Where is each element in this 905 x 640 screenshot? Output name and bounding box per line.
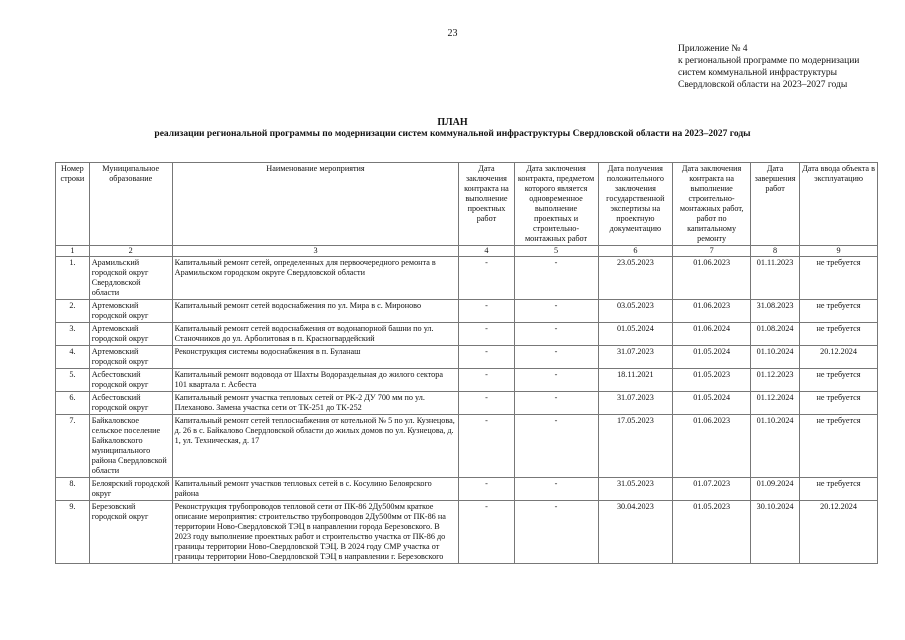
row-number-cell: 4. — [56, 346, 90, 369]
combined-contract-date-cell: - — [514, 501, 598, 564]
municipality-cell: Белоярский городской округ — [89, 478, 172, 501]
design-contract-date-cell: - — [459, 323, 514, 346]
construction-contract-date-cell: 01.05.2023 — [673, 369, 751, 392]
completion-date-cell: 01.12.2024 — [751, 392, 800, 415]
completion-date-cell: 30.10.2024 — [751, 501, 800, 564]
completion-date-cell: 01.10.2024 — [751, 346, 800, 369]
column-header: Дата завершения работ — [751, 163, 800, 246]
combined-contract-date-cell: - — [514, 369, 598, 392]
municipality-cell: Байкаловское сельское поселение Байкаловского муниципального района Свердловской области — [89, 415, 172, 478]
completion-date-cell: 01.12.2023 — [751, 369, 800, 392]
expertise-date-cell: 30.04.2023 — [598, 501, 673, 564]
appendix-line: Свердловской области на 2023–2027 годы — [678, 80, 848, 90]
expertise-date-cell: 18.11.2021 — [598, 369, 673, 392]
completion-date-cell: 01.10.2024 — [751, 415, 800, 478]
construction-contract-date-cell: 01.06.2024 — [673, 323, 751, 346]
expertise-date-cell: 31.07.2023 — [598, 392, 673, 415]
column-header: Наименование мероприятия — [172, 163, 459, 246]
table-row — [56, 369, 878, 392]
activity-name-cell: Капитальный ремонт сетей теплоснабжения от котельной № 5 по ул. Кузнецова, д. 26 в с. Байкалово Свердловской области до жилых домов по ул. Кузнецова, д. 1, ул. Техническая, д. 17 — [172, 415, 459, 478]
expertise-date-cell: 31.05.2023 — [598, 478, 673, 501]
construction-contract-date-cell: 01.05.2024 — [673, 392, 751, 415]
design-contract-date-cell: - — [459, 346, 514, 369]
expertise-date-cell: 17.05.2023 — [598, 415, 673, 478]
column-header: Дата получения положительного заключения государственной экспертизы на проектную документацию — [598, 163, 673, 246]
construction-contract-date-cell: 01.06.2023 — [673, 300, 751, 323]
construction-contract-date-cell: 01.07.2023 — [673, 478, 751, 501]
design-contract-date-cell: - — [459, 392, 514, 415]
municipality-cell: Асбестовский городской округ — [89, 369, 172, 392]
commissioning-date-cell: не требуется — [800, 415, 878, 478]
page-number: 23 — [447, 28, 458, 39]
municipality-cell: Артемовский городской округ — [89, 323, 172, 346]
appendix-line: систем коммунальной инфраструктуры — [678, 68, 838, 78]
row-number-cell: 9. — [56, 501, 90, 564]
construction-contract-date-cell: 01.05.2024 — [673, 346, 751, 369]
commissioning-date-cell: 20.12.2024 — [800, 346, 878, 369]
column-number: 2 — [89, 246, 172, 257]
plan-subtitle: реализации региональной программы по модернизации систем коммунальной инфраструктуры Свердловской области на 2023–2027 годы — [154, 129, 751, 139]
combined-contract-date-cell: - — [514, 323, 598, 346]
activity-name-cell: Капитальный ремонт сетей водоснабжения от водонапорной башни по ул. Станочников до ул. Арболитовая в п. Красногвардейский — [172, 323, 459, 346]
row-number-cell: 7. — [56, 415, 90, 478]
expertise-date-cell: 01.05.2024 — [598, 323, 673, 346]
table-row — [56, 300, 878, 323]
row-number-cell: 6. — [56, 392, 90, 415]
appendix-line: Приложение № 4 — [678, 44, 748, 54]
municipality-cell: Артемовский городской округ — [89, 300, 172, 323]
expertise-date-cell: 31.07.2023 — [598, 346, 673, 369]
column-header: Дата заключения контракта на выполнение строительно-монтажных работ, работ по капитальному ремонту — [673, 163, 751, 246]
activity-name-cell: Капитальный ремонт сетей водоснабжения по ул. Мира в с. Мироново — [172, 300, 459, 323]
completion-date-cell: 01.08.2024 — [751, 323, 800, 346]
commissioning-date-cell: 20.12.2024 — [800, 501, 878, 564]
construction-contract-date-cell: 01.06.2023 — [673, 257, 751, 300]
table-row — [56, 323, 878, 346]
plan-table — [55, 162, 878, 564]
column-number: 6 — [598, 246, 673, 257]
combined-contract-date-cell: - — [514, 346, 598, 369]
commissioning-date-cell: не требуется — [800, 257, 878, 300]
activity-name-cell: Капитальный ремонт водовода от Шахты Водораздельная до жилого сектора 101 квартала г. Асбеста — [172, 369, 459, 392]
table-row — [56, 415, 878, 478]
column-number: 4 — [459, 246, 514, 257]
column-header: Номер строки — [56, 163, 90, 246]
row-number-cell: 3. — [56, 323, 90, 346]
combined-contract-date-cell: - — [514, 300, 598, 323]
column-number: 1 — [56, 246, 90, 257]
column-header: Дата ввода объекта в эксплуатацию — [800, 163, 878, 246]
table-row — [56, 478, 878, 501]
column-header: Муниципальное образование — [89, 163, 172, 246]
column-number: 7 — [673, 246, 751, 257]
row-number-cell: 2. — [56, 300, 90, 323]
table-row — [56, 392, 878, 415]
expertise-date-cell: 23.05.2023 — [598, 257, 673, 300]
row-number-cell: 8. — [56, 478, 90, 501]
table-row — [56, 346, 878, 369]
column-header: Дата заключения контракта, предметом которого является одновременное выполнение проектных и строительно-монтажных работ — [514, 163, 598, 246]
expertise-date-cell: 03.05.2023 — [598, 300, 673, 323]
column-number: 9 — [800, 246, 878, 257]
column-number: 5 — [514, 246, 598, 257]
commissioning-date-cell: не требуется — [800, 478, 878, 501]
commissioning-date-cell: не требуется — [800, 392, 878, 415]
completion-date-cell: 01.11.2023 — [751, 257, 800, 300]
column-number: 8 — [751, 246, 800, 257]
construction-contract-date-cell: 01.05.2023 — [673, 501, 751, 564]
municipality-cell: Арамильский городской округ Свердловской области — [89, 257, 172, 300]
appendix-line: к региональной программе по модернизации — [678, 56, 860, 66]
appendix-caption — [678, 43, 859, 91]
commissioning-date-cell: не требуется — [800, 369, 878, 392]
municipality-cell: Березовский городской округ — [89, 501, 172, 564]
column-number-row — [56, 246, 878, 257]
activity-name-cell: Реконструкция трубопроводов тепловой сети от ПК-86 2Ду500мм краткое описание мероприятия: строительство трубопроводов 2Ду500мм от ПК-86 на территории Ново-Свердловской ТЭЦ в направлении города Березовского. В 2023 году выполнение проектных работ и строительство участка от ПК-86 до границы территории Ново-Свердловской ТЭЦ. В 2024 году СМР участка от границы территории Ново-Свердловской ТЭЦ в направлении г. Березовского — [172, 501, 459, 564]
activity-name-cell: Капитальный ремонт участка тепловых сетей от РК-2 ДУ 700 мм по ул. Плеханово. Замена участка сети от ТК-251 до ТК-252 — [172, 392, 459, 415]
design-contract-date-cell: - — [459, 415, 514, 478]
activity-name-cell: Капитальный ремонт сетей, определенных для первоочередного ремонта в Арамильском городском округе Свердловской области — [172, 257, 459, 300]
row-number-cell: 1. — [56, 257, 90, 300]
design-contract-date-cell: - — [459, 257, 514, 300]
municipality-cell: Артемовский городской округ — [89, 346, 172, 369]
combined-contract-date-cell: - — [514, 415, 598, 478]
combined-contract-date-cell: - — [514, 257, 598, 300]
completion-date-cell: 01.09.2024 — [751, 478, 800, 501]
design-contract-date-cell: - — [459, 369, 514, 392]
municipality-cell: Асбестовский городской округ — [89, 392, 172, 415]
column-number: 3 — [172, 246, 459, 257]
commissioning-date-cell: не требуется — [800, 323, 878, 346]
combined-contract-date-cell: - — [514, 478, 598, 501]
design-contract-date-cell: - — [459, 300, 514, 323]
table-row — [56, 501, 878, 564]
row-number-cell: 5. — [56, 369, 90, 392]
column-header: Дата заключения контракта на выполнение проектных работ — [459, 163, 514, 246]
activity-name-cell: Реконструкция системы водоснабжения в п. Буланаш — [172, 346, 459, 369]
combined-contract-date-cell: - — [514, 392, 598, 415]
commissioning-date-cell: не требуется — [800, 300, 878, 323]
design-contract-date-cell: - — [459, 478, 514, 501]
table-row — [56, 257, 878, 300]
completion-date-cell: 31.08.2023 — [751, 300, 800, 323]
construction-contract-date-cell: 01.06.2023 — [673, 415, 751, 478]
plan-title: ПЛАН — [437, 117, 468, 128]
design-contract-date-cell: - — [459, 501, 514, 564]
activity-name-cell: Капитальный ремонт участков тепловых сетей в с. Косулино Белоярского района — [172, 478, 459, 501]
header-row — [56, 163, 878, 246]
